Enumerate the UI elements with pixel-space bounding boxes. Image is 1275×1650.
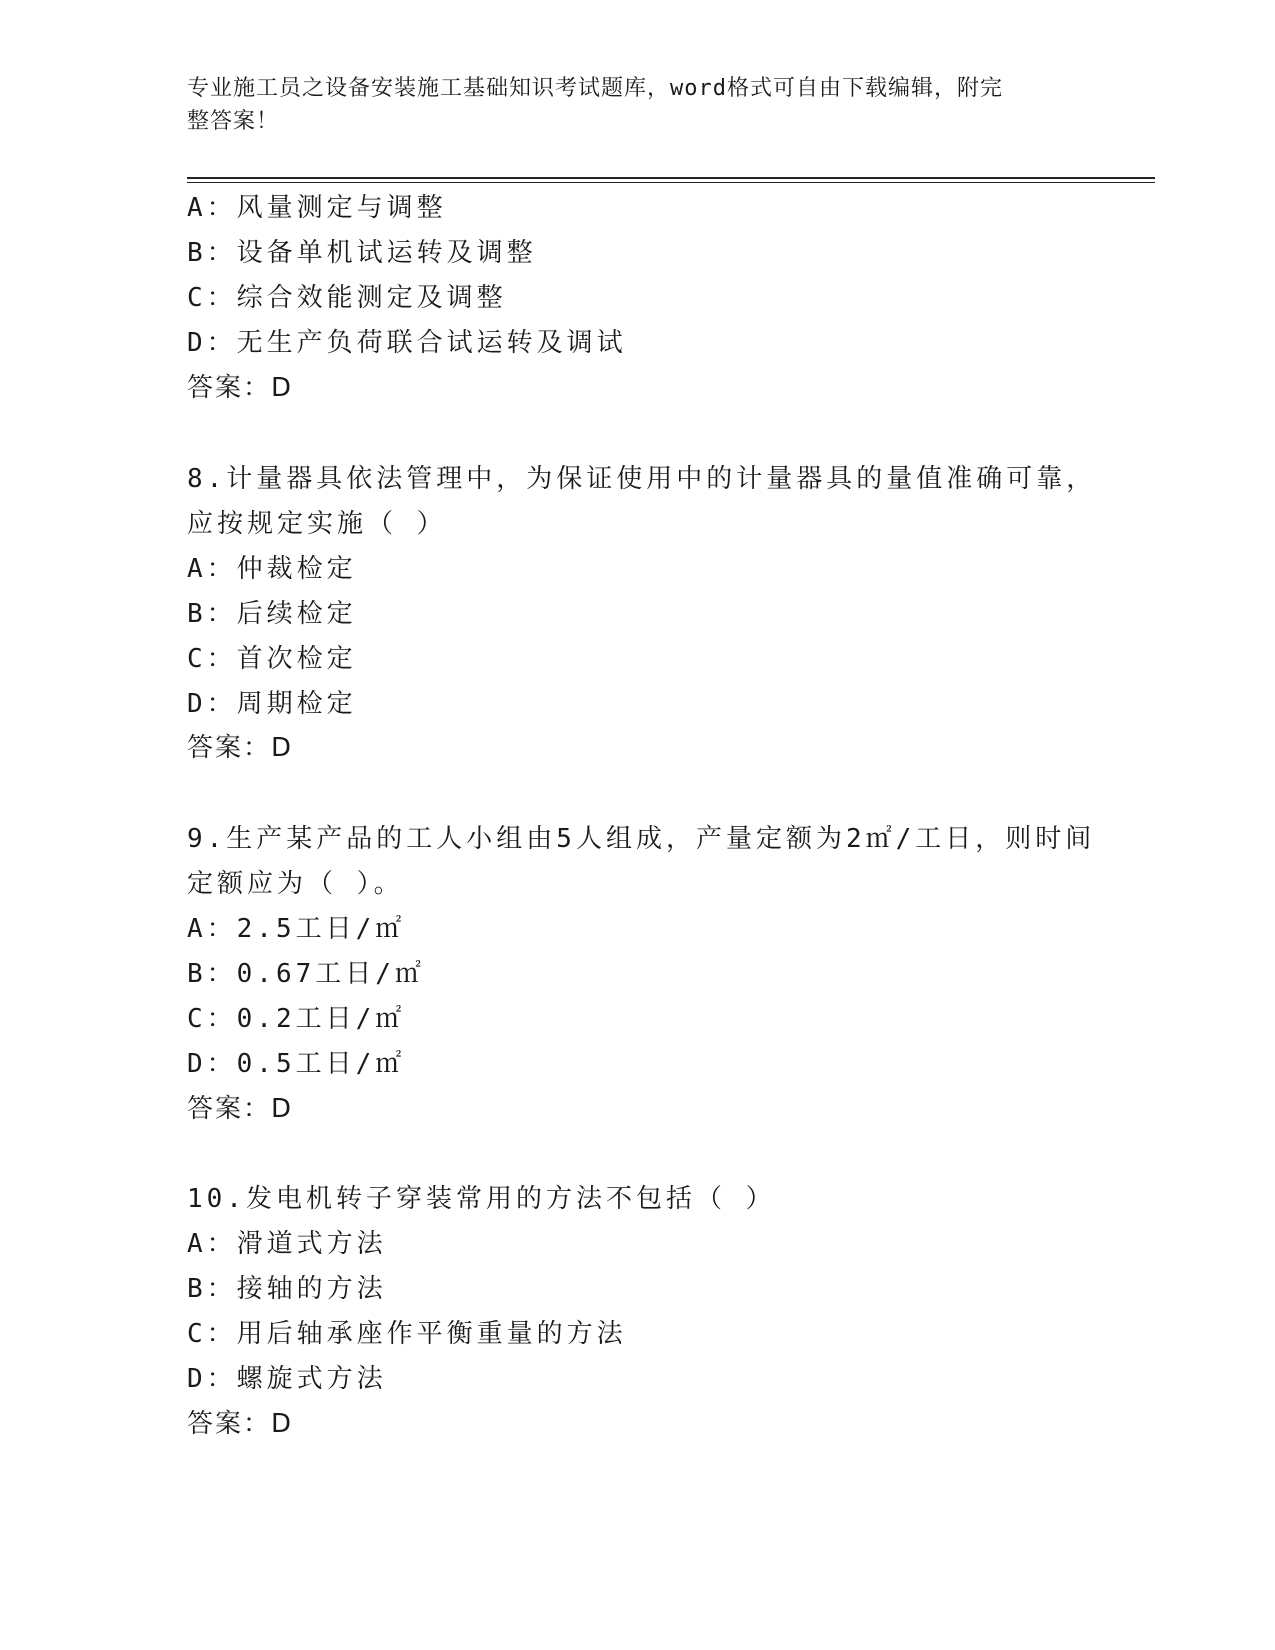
header-divider-thin	[187, 182, 1155, 183]
q9-answer: 答案：D	[187, 1094, 294, 1124]
q10-option-c: C：用后轴承座作平衡重量的方法	[187, 1319, 627, 1349]
q8-answer: 答案：D	[187, 733, 294, 763]
q9-stem-line-1: 9.生产某产品的工人小组由5人组成，产量定额为2㎡/工日，则时间	[187, 824, 1096, 854]
q10-option-a: A：滑道式方法	[187, 1229, 387, 1259]
q8-option-a: A：仲裁检定	[187, 554, 357, 584]
q9-option-a: A：2.5工日/㎡	[187, 914, 406, 944]
q10-stem-line-1: 10.发电机转子穿装常用的方法不包括（ ）	[187, 1184, 776, 1214]
q9-option-d: D：0.5工日/㎡	[187, 1049, 406, 1079]
q9-option-c: C：0.2工日/㎡	[187, 1004, 406, 1034]
q8-option-c: C：首次检定	[187, 644, 357, 674]
header-divider-thick	[187, 177, 1155, 179]
q10-answer: 答案：D	[187, 1409, 294, 1439]
document-header	[187, 72, 1067, 138]
q9-option-b: B：0.67工日/㎡	[187, 959, 425, 989]
q7-option-a: A：风量测定与调整	[187, 193, 447, 223]
q10-option-b: B：接轴的方法	[187, 1274, 387, 1304]
q7-option-d: D：无生产负荷联合试运转及调试	[187, 328, 627, 358]
q8-stem-line-1: 8.计量器具依法管理中，为保证使用中的计量器具的量值准确可靠，	[187, 464, 1097, 494]
q8-option-d: D：周期检定	[187, 689, 357, 719]
header-line-2: 整答案！	[187, 109, 280, 134]
q7-answer: 答案：D	[187, 373, 294, 403]
q8-stem-line-2: 应按规定实施（ ）	[187, 509, 447, 539]
q9-stem-line-2: 定额应为（ ）。	[187, 869, 404, 899]
header-line-1: 专业施工员之设备安装施工基础知识考试题库，word格式可自由下载编辑，附完	[187, 76, 1003, 101]
q7-option-c: C：综合效能测定及调整	[187, 283, 507, 313]
q10-option-d: D：螺旋式方法	[187, 1364, 387, 1394]
q7-option-b: B：设备单机试运转及调整	[187, 238, 537, 268]
q8-option-b: B：后续检定	[187, 599, 357, 629]
